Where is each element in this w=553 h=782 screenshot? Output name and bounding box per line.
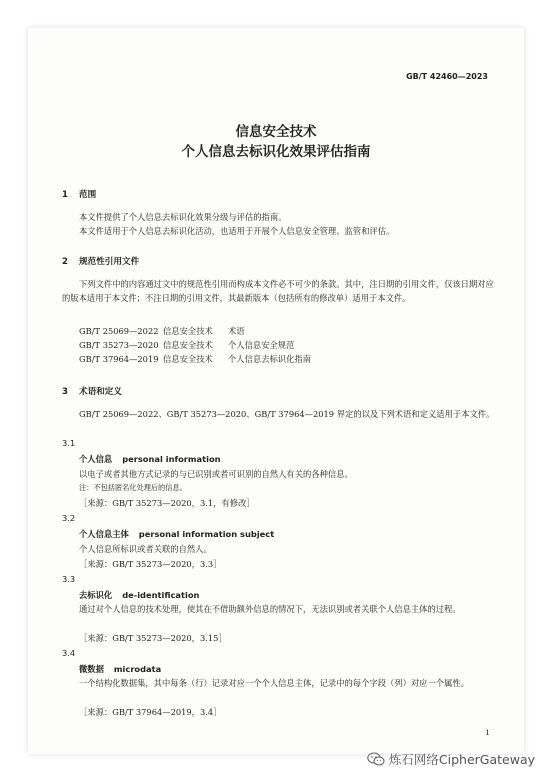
document-page xyxy=(28,28,524,754)
term-chinese: 去标识化 xyxy=(79,590,113,600)
reference-title: 术语 xyxy=(228,326,245,336)
normative-reference xyxy=(79,339,294,351)
term-number: 3.2 xyxy=(62,513,76,523)
reference-title: 个人信息安全规范 xyxy=(228,340,295,350)
term-chinese: 微数据 xyxy=(79,664,104,674)
term-chinese: 个人信息 xyxy=(79,454,113,464)
term-number: 3.4 xyxy=(62,648,76,658)
term-definition: 一个结构化数据集，其中每条（行）记录对应一个个人信息主体，记录中的每个字段（列）对应一个属性。 xyxy=(79,678,469,688)
section-title: 规范性引用文件 xyxy=(79,257,140,267)
section-title: 范围 xyxy=(79,190,97,200)
document-title-line2: 个人信息去标识化效果评估指南 xyxy=(181,144,371,160)
reference-code: GB/T 35273—2020 xyxy=(79,340,159,350)
term-english: microdata xyxy=(113,664,162,674)
term-english: personal information xyxy=(122,454,221,464)
reference-title-prefix: 信息安全技术 xyxy=(163,326,213,336)
watermark xyxy=(367,750,535,768)
reference-code: GB/T 37964—2019 xyxy=(79,354,159,364)
term-source: ［来源：GB/T 35273—2020，3.1，有修改］ xyxy=(79,498,255,508)
section-2-heading xyxy=(62,255,139,267)
section-3-heading xyxy=(62,385,122,397)
watermark-text: 炼石网络CipherGateway xyxy=(388,752,535,767)
term-number: 3.3 xyxy=(62,574,76,584)
standard-code: GB/T 42460—2023 xyxy=(406,72,488,81)
wechat-icon xyxy=(367,752,385,766)
reference-code: GB/T 25069—2022 xyxy=(79,326,159,336)
page-number: 1 xyxy=(485,728,490,737)
document-title-line1: 信息安全技术 xyxy=(235,124,317,140)
section-2-intro: 下列文件中的内容通过文中的规范性引用而构成本文件必不可少的条款。其中，注日期的引用文件，仅该日期对应的版本适用于本文件；不注日期的引用文件，其最新版本（包括所有的修改单）适用于本文件。 xyxy=(62,279,494,303)
reference-title-prefix: 信息安全技术 xyxy=(163,340,213,350)
section-number: 2 xyxy=(62,257,68,267)
section-3-intro: GB/T 25069—2022、GB/T 35273—2020、GB/T 37964—2019 界定的以及下列术语和定义适用于本文件。 xyxy=(79,409,495,419)
reference-title: 个人信息去标识化指南 xyxy=(228,354,311,364)
section-number: 1 xyxy=(62,190,68,200)
term-note: 注：不包括匿名化处理后的信息。 xyxy=(79,483,187,492)
term-english: de-identification xyxy=(122,590,200,600)
term-source: ［来源：GB/T 35273—2020，3.15］ xyxy=(79,633,227,643)
section-1-para-1: 本文件提供了个人信息去标识化效果分级与评估的指南。 xyxy=(79,212,287,222)
term-heading xyxy=(79,528,274,540)
reference-title-prefix: 信息安全技术 xyxy=(163,354,213,364)
normative-reference xyxy=(79,353,311,365)
term-english: personal information subject xyxy=(138,529,275,539)
term-number: 3.1 xyxy=(62,438,76,448)
term-source: ［来源：GB/T 35273—2020，3.3］ xyxy=(79,559,222,569)
section-1-heading xyxy=(62,188,96,200)
term-chinese: 个人信息主体 xyxy=(79,529,129,539)
term-definition: 通过对个人信息的技术处理，使其在不借助额外信息的情况下，无法识别或者关联个人信息主体的过程。 xyxy=(79,604,461,614)
term-heading xyxy=(79,663,161,675)
section-title: 术语和定义 xyxy=(79,387,122,397)
normative-reference xyxy=(79,325,245,337)
term-definition: 个人信息所标识或者关联的自然人。 xyxy=(79,544,212,554)
term-heading xyxy=(79,453,221,465)
term-definition: 以电子或者其他方式记录的与已识别或者可识别的自然人有关的各种信息。 xyxy=(79,469,353,479)
section-1-para-2: 本文件适用于个人信息去标识化活动，也适用于开展个人信息安全管理、监管和评估。 xyxy=(79,226,395,236)
section-number: 3 xyxy=(62,387,68,397)
term-heading xyxy=(79,589,199,601)
term-source: ［来源：GB/T 37964—2019，3.4］ xyxy=(79,707,222,717)
